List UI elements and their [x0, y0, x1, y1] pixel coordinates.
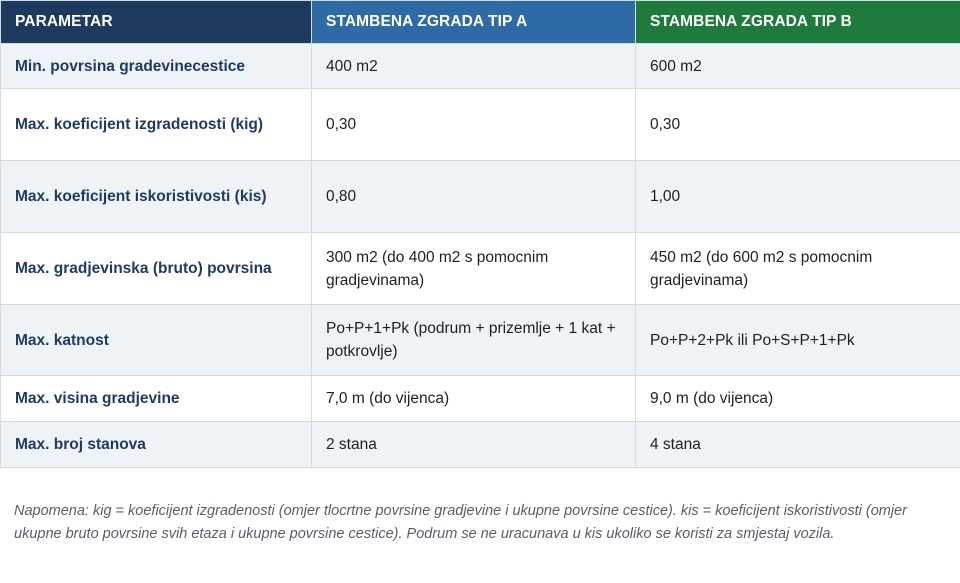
row-value-b: 4 stana	[636, 422, 960, 468]
row-value-a: 400 m2	[312, 44, 636, 89]
row-parameter: Max. koeficijent izgradenosti (kig)	[1, 89, 312, 161]
table-row	[1, 376, 960, 422]
table-row	[1, 233, 960, 305]
row-value-a: 0,30	[312, 89, 636, 161]
header-type-b: STAMBENA ZGRADA TIP B	[636, 1, 960, 44]
table-row	[1, 422, 960, 468]
table-row	[1, 89, 960, 161]
row-value-a: 0,80	[312, 161, 636, 233]
row-value-b: 1,00	[636, 161, 960, 233]
row-value-a: 7,0 m (do vijenca)	[312, 376, 636, 422]
row-value-a: 300 m2 (do 400 m2 s pomocnim gradjevinama)	[312, 233, 636, 305]
row-parameter: Max. gradjevinska (bruto) povrsina	[1, 233, 312, 305]
header-type-a: STAMBENA ZGRADA TIP A	[312, 1, 636, 44]
row-parameter: Max. katnost	[1, 305, 312, 376]
row-value-b: 600 m2	[636, 44, 960, 89]
header-parameter: PARAMETAR	[1, 1, 312, 44]
row-value-b: 0,30	[636, 89, 960, 161]
table-row	[1, 161, 960, 233]
row-parameter: Max. koeficijent iskoristivosti (kis)	[1, 161, 312, 233]
row-value-b: 9,0 m (do vijenca)	[636, 376, 960, 422]
row-parameter: Max. broj stanova	[1, 422, 312, 468]
table-row	[1, 305, 960, 376]
row-value-b: Po+P+2+Pk ili Po+S+P+1+Pk	[636, 305, 960, 376]
row-parameter: Max. visina gradjevine	[1, 376, 312, 422]
footnote: Napomena: kig = koeficijent izgradenosti (omjer tlocrtne povrsine gradjevine i ukupne povrsine cestice). kis = koeficijent iskoristivosti (omjer ukupne bruto povrsine svih etaza i ukupne povrsine cestice). Podrum se ne uracunava u kis ukoliko se koristi za smjestaj vozila.	[14, 502, 907, 542]
row-parameter: Min. povrsina gradevinecestice	[1, 44, 312, 89]
row-value-b: 450 m2 (do 600 m2 s pomocnim gradjevinama)	[636, 233, 960, 305]
table-header-row	[1, 1, 960, 44]
row-value-a: 2 stana	[312, 422, 636, 468]
table-row	[1, 44, 960, 89]
row-value-a: Po+P+1+Pk (podrum + prizemlje + 1 kat + potkrovlje)	[312, 305, 636, 376]
